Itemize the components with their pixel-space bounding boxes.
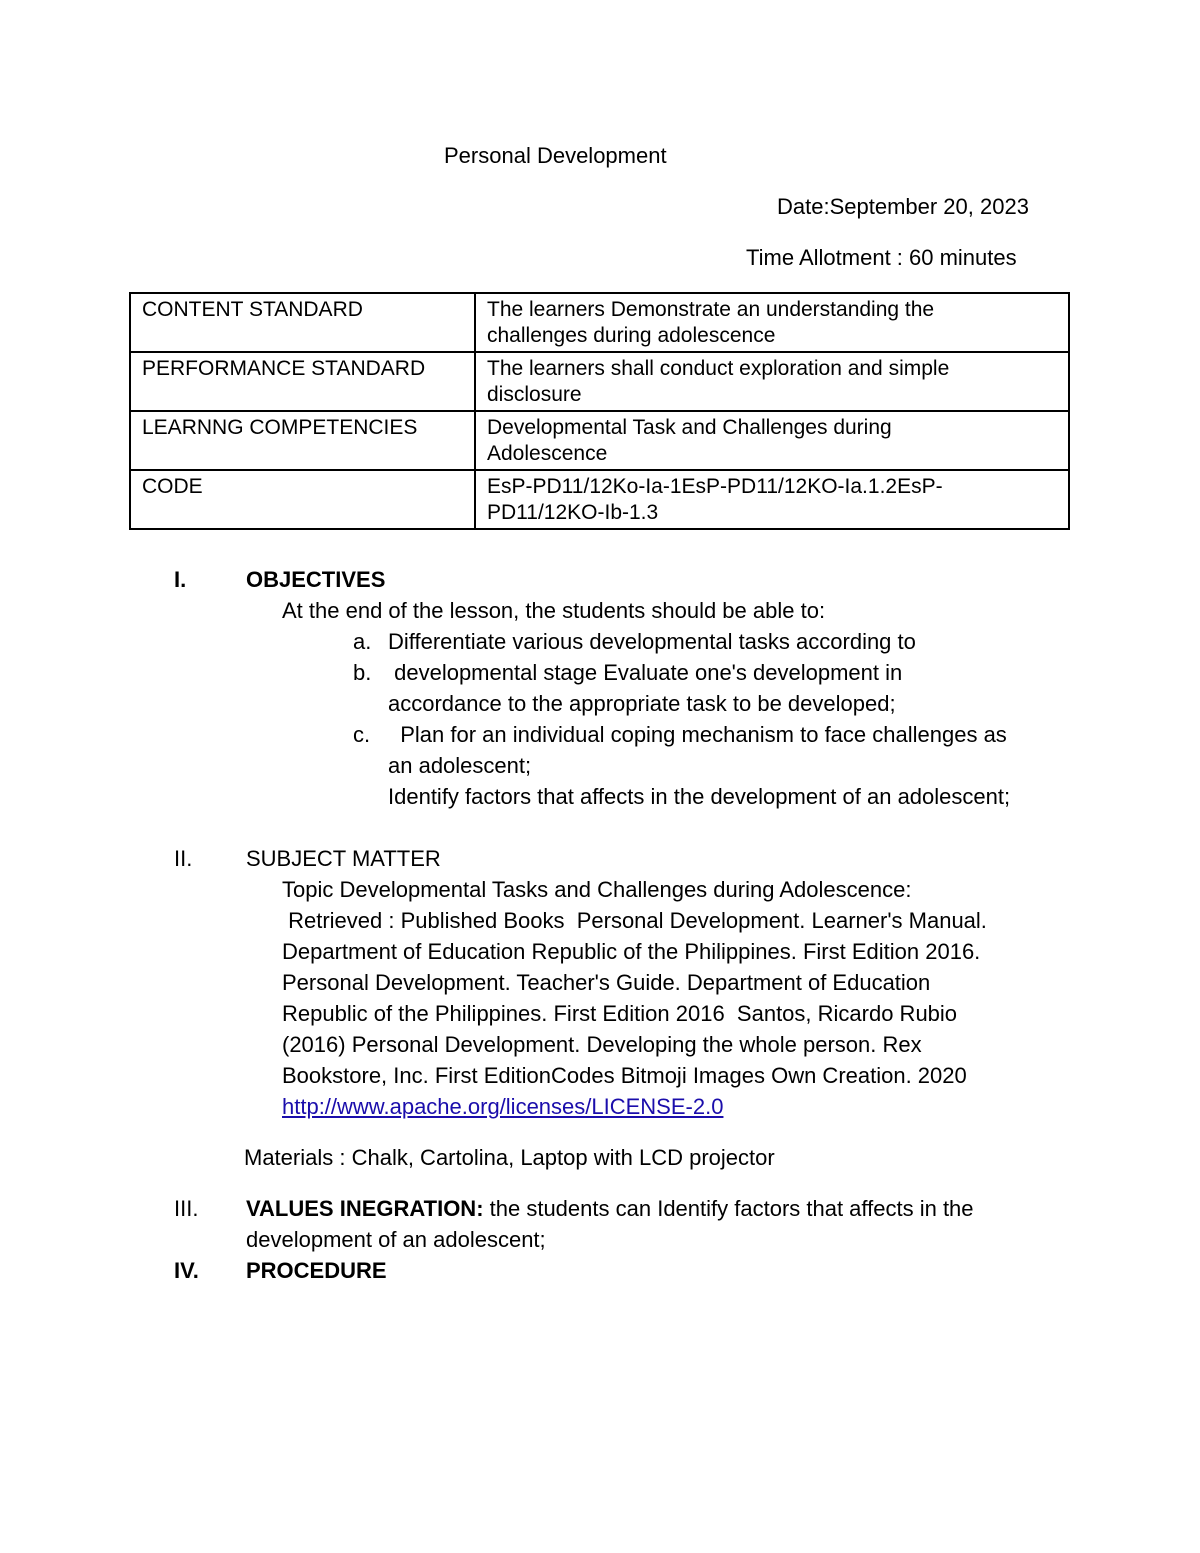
- table-row: [130, 470, 1069, 529]
- values-heading: VALUES INEGRATION:: [246, 1196, 484, 1221]
- standard-value-line: The learners shall conduct exploration and simple: [487, 357, 950, 380]
- subject-line: Retrieved : Published Books Personal Development. Learner's Manual.: [282, 908, 987, 933]
- section-number: II.: [174, 846, 193, 871]
- values-line: [246, 1193, 974, 1224]
- standard-value-line: PD11/12KO-Ib-1.3: [487, 501, 659, 524]
- standard-value: [475, 352, 1069, 411]
- section-number: I.: [174, 567, 187, 592]
- list-item: accordance to the appropriate task to be developed;: [388, 691, 896, 716]
- standard-value-line: EsP-PD11/12Ko-Ia-1EsP-PD11/12KO-Ia.1.2EsP-: [487, 475, 943, 498]
- document-title: Personal Development: [444, 143, 667, 168]
- standards-table: [129, 292, 1070, 530]
- standard-value-line: The learners Demonstrate an understanding the: [487, 298, 935, 321]
- lesson-date: Date:September 20, 2023: [777, 194, 1029, 219]
- list-item: developmental stage Evaluate one's development in: [388, 660, 903, 685]
- standard-value-line: Adolescence: [487, 442, 608, 465]
- standard-value: [475, 411, 1069, 470]
- standard-value-line: Developmental Task and Challenges during: [487, 416, 892, 439]
- subject-line: Department of Education Republic of the Philippines. First Edition 2016.: [282, 939, 981, 964]
- table-row: [130, 411, 1069, 470]
- standard-value: [475, 470, 1069, 529]
- objectives-heading: OBJECTIVES: [246, 567, 386, 592]
- standard-label: CODE: [130, 470, 475, 529]
- standard-label: LEARNNG COMPETENCIES: [130, 411, 475, 470]
- materials-line: Materials : Chalk, Cartolina, Laptop with LCD projector: [244, 1145, 775, 1170]
- section-number: III.: [174, 1196, 199, 1221]
- list-item: Plan for an individual coping mechanism to face challenges as: [388, 722, 1007, 747]
- table-row: [130, 293, 1069, 352]
- list-marker: c.: [353, 722, 371, 747]
- time-allotment: Time Allotment : 60 minutes: [746, 245, 1017, 270]
- procedure-heading: PROCEDURE: [246, 1258, 387, 1283]
- standard-value-line: disclosure: [487, 383, 582, 406]
- table-row: [130, 352, 1069, 411]
- list-item: Identify factors that affects in the development of an adolescent;: [388, 784, 1011, 809]
- standard-value: [475, 293, 1069, 352]
- license-link[interactable]: http://www.apache.org/licenses/LICENSE-2.0: [282, 1094, 724, 1119]
- standard-label: PERFORMANCE STANDARD: [130, 352, 475, 411]
- subject-line: Republic of the Philippines. First Edition 2016 Santos, Ricardo Rubio: [282, 1001, 958, 1026]
- subject-line: (2016) Personal Development. Developing the whole person. Rex: [282, 1032, 922, 1057]
- standard-label: CONTENT STANDARD: [130, 293, 475, 352]
- list-item: Differentiate various developmental tasks according to: [388, 629, 916, 654]
- subject-line: Topic Developmental Tasks and Challenges during Adolescence:: [282, 877, 912, 902]
- subject-matter-heading: SUBJECT MATTER: [246, 846, 441, 871]
- standard-value-line: challenges during adolescence: [487, 324, 776, 347]
- values-text: development of an adolescent;: [246, 1227, 546, 1252]
- list-marker: a.: [353, 629, 372, 654]
- section-number: IV.: [174, 1258, 199, 1283]
- subject-line: Personal Development. Teacher's Guide. Department of Education: [282, 970, 931, 995]
- list-marker: b.: [353, 660, 372, 685]
- subject-line: Bookstore, Inc. First EditionCodes Bitmoji Images Own Creation. 2020: [282, 1063, 967, 1088]
- objectives-intro: At the end of the lesson, the students should be able to:: [282, 598, 826, 623]
- list-item: an adolescent;: [388, 753, 532, 778]
- values-text: the students can Identify factors that affects in the: [483, 1196, 974, 1221]
